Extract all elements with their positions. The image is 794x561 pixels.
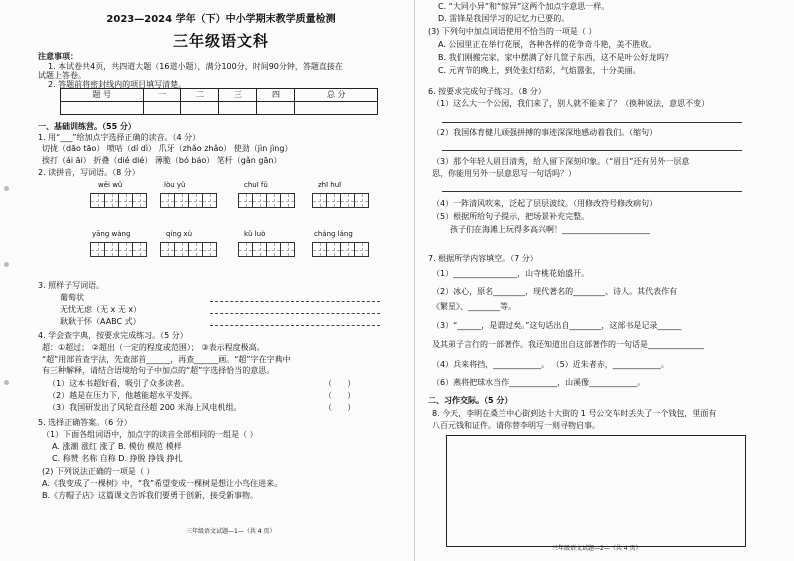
q5-3-option: B. 我们刚搬完家，家中摆满了好几筐子东西，这不是叶公好龙吗？	[438, 53, 673, 62]
score-cell[interactable]	[219, 102, 257, 115]
q1-row: 挨打（ái āi） 折叠（dié dié） 薄脆（bó báo） 笔杆（gǎn gān）	[42, 156, 282, 165]
q8-desc: 8. 今天，李明在桑兰中心街到达十大街的 1 号公交车时丢失了一个钱包，里面有	[432, 409, 717, 418]
q6-item: 思，你能用另外一层意思写一句话吗？）	[432, 169, 576, 178]
answer-paren[interactable]: （ ）	[324, 379, 356, 388]
writing-grid[interactable]	[312, 193, 368, 208]
note-line: 试题上答卷。	[38, 71, 86, 80]
writing-grid[interactable]	[238, 242, 294, 257]
q4-item: （2）越是在压力下，他越能超水平发挥。	[48, 391, 198, 400]
section1-title: 一、基础训练营。（55 分）	[38, 122, 136, 131]
q5-2-prompt: (2) 下列说法正确的一项是（ ）	[42, 467, 155, 476]
answer-line[interactable]	[442, 191, 742, 192]
q5-1-option: C. 称赞 名称 自称 D. 挣脱 挣钱 挣扎	[52, 454, 183, 463]
q4-item: （3）我国研发出了风轮直径超 200 米海上风电机组。	[48, 403, 242, 412]
notes-title: 注意事项：	[38, 52, 78, 61]
left-page	[38, 0, 404, 561]
year-title: 2023—2024 学年（下）中小学期末教学质量检测	[106, 14, 336, 25]
q6-item: （2）我国体育健儿顽强拼搏的事迹深深地感动着我们。（缩句）	[432, 128, 658, 137]
q7-item: （6）燕将把球水当作____________，山溪像____________。	[432, 378, 646, 387]
score-cell[interactable]	[295, 102, 378, 115]
score-table	[60, 88, 378, 115]
composition-box[interactable]	[446, 435, 746, 547]
q5-prompt: 5. 选择正确答案。（6 分）	[38, 418, 132, 427]
q7-item: （4）兵来将挡，____________。 （5）近朱者赤，____________。	[432, 360, 669, 369]
q3-example: 耿耿于怀（AABC 式）	[60, 317, 141, 326]
pinyin-label: chuī fǔ	[244, 181, 268, 189]
writing-grid[interactable]	[160, 242, 216, 257]
writing-grid[interactable]	[90, 242, 146, 257]
writing-grid[interactable]	[160, 193, 216, 208]
q5-1-prompt: （1）下面各组词语中，加点字的读音全部相同的一组是（ ）	[42, 430, 258, 439]
q4-desc: “超”用部首查字法，先查部首______，再查______画。“超”字在字典中	[42, 355, 291, 364]
q5-2-option: B.《方帽子店》这篇课文告诉我们要勇于创新，接受新事物。	[42, 491, 259, 500]
pinyin-label: lòu yǔ	[164, 181, 186, 189]
answer-line[interactable]	[210, 325, 380, 326]
answer-line[interactable]	[210, 313, 380, 314]
answer-line[interactable]	[442, 150, 742, 151]
q4-prompt: 4. 学会查字典，按要求完成练习。（5 分）	[38, 331, 188, 340]
q1-prompt: 1. 用“___”给加点字选择正确的读音。（4 分）	[38, 133, 201, 142]
q5-3-prompt: (3) 下列句中加点词语使用不恰当的一项是（ ）	[428, 27, 597, 36]
score-header: 一	[143, 89, 181, 102]
q6-item: （1）这么大一个公园，我们来了，别人就不能来了？（换种说法，意思不变）	[432, 99, 710, 108]
subject-title: 三年级语文科	[172, 32, 269, 50]
q6-item: （4）一阵清风吹来，泛起了层层波纹。（用修改符号修改病句）	[432, 199, 658, 208]
right-page	[428, 0, 768, 561]
score-cell[interactable]	[61, 102, 144, 115]
answer-line[interactable]	[210, 301, 380, 302]
q1-row: 切拢（dāo tāo） 喷咕（dí dì） 爪牙（zhǎo zhǎo） 使劲（jìn jìng）	[42, 144, 293, 153]
pinyin-label: qíng xù	[166, 230, 193, 238]
answer-paren[interactable]: （ ）	[324, 403, 356, 412]
q3-example: 葡萄状	[60, 293, 84, 302]
score-cell[interactable]	[143, 102, 181, 115]
score-header: 三	[219, 89, 257, 102]
writing-grid[interactable]	[238, 193, 294, 208]
q3-example: 无忧无虑（无 x 无 x）	[60, 305, 142, 314]
score-cell[interactable]	[181, 102, 219, 115]
note-line: 1. 本试卷共4页，共四道大题（16道小题），满分100分，时间90分钟，答题直接在	[48, 62, 343, 71]
q6-item: （3）那个年轻人眉目清秀，给人留下深刻印象。（“眉目”还有另外一层意	[432, 157, 690, 166]
score-header: 题 号	[61, 89, 144, 102]
q5-option: D. 雷锋是我国学习的记忆力已要的。	[438, 14, 570, 23]
score-header: 四	[257, 89, 295, 102]
score-cell[interactable]	[257, 102, 295, 115]
q2-prompt: 2. 读拼音，写词语。（8 分）	[38, 168, 140, 177]
q7-item: （2）冰心，原名________，现代著名的________、诗人。其代表作有	[432, 287, 678, 296]
q4-desc: 有三种解释，请结合语境给句子中加点的“超”字选择恰当的意思。	[42, 366, 275, 375]
binding-hole	[4, 380, 9, 385]
answer-paren[interactable]: （ ）	[324, 391, 356, 400]
pinyin-label: kǔ luò	[244, 230, 266, 238]
q7-prompt: 7. 根据所学内容填空。（7 分）	[428, 254, 538, 263]
q5-1-option: A. 涨潮 涨红 涨了 B. 模仿 模范 模样	[52, 442, 182, 451]
q7-item: （3）“______，是谓过矣。”这句话出自________，这部书是记录______	[432, 321, 682, 330]
note-line: 2. 答题前将密封线内的项目填写清楚。	[48, 80, 187, 89]
q4-item: （1）这本书超好看，吸引了众多读者。	[48, 379, 190, 388]
pinyin-label: yāng wàng	[92, 230, 131, 238]
q5-3-option: C. 元宵节的晚上，到处张灯结彩，气焰嚣张，十分美丽。	[438, 66, 641, 75]
q5-2-option: A.《我变成了一棵树》中，“我”希望变成一棵树是想让小鸟住进来。	[42, 479, 283, 488]
q6-item: （5）根据所给句子提示，把场景补充完整。	[432, 212, 590, 221]
pinyin-label: cháng láng	[314, 230, 353, 238]
pinyin-label: zhī huī	[318, 181, 342, 189]
binding-hole	[4, 262, 9, 267]
q7-item: （1）________________，山寺桃花始盛开。	[432, 269, 590, 278]
writing-grid[interactable]	[90, 193, 146, 208]
q8-desc: 八百元钱和证件。请你替李明写一则寻物启事。	[432, 421, 600, 430]
q6-prompt: 6. 按要求完成句子练习。（8 分）	[428, 87, 546, 96]
q7-item: 及其弟子言行的一部著作。我还知道出自这部著作的一句话是______________	[432, 340, 704, 349]
q6-item: 孩子们在海滩上玩得多高兴啊！______________________	[450, 225, 650, 234]
section2-title: 二、习作交际。（5 分）	[428, 396, 513, 405]
binding-hole	[4, 186, 9, 191]
score-header: 总 分	[295, 89, 378, 102]
q4-definition: 超：①超过； ②超出（一定的程度或范围）； ③表示程度极高。	[42, 343, 265, 352]
page-footer: 三年级语文试题—1—（共 4 页）	[186, 528, 276, 535]
score-header: 二	[181, 89, 219, 102]
page-footer: 三年级语文试题—2—（共 4 页）	[552, 545, 642, 552]
q5-3-option: A. 公园里正在举行花展，各种各样的花争奇斗艳，美不胜收。	[438, 40, 657, 49]
pinyin-label: wēi wǔ	[98, 181, 123, 189]
page-divider	[414, 0, 415, 561]
q3-prompt: 3. 照样子写词语。	[38, 281, 105, 290]
q7-item: 《繁星》、________等。	[432, 302, 516, 311]
q5-option: C. “大同小异”和“惊异”这两个加点字意思一样。	[438, 2, 610, 11]
answer-line[interactable]	[442, 122, 742, 123]
writing-grid[interactable]	[312, 242, 368, 257]
